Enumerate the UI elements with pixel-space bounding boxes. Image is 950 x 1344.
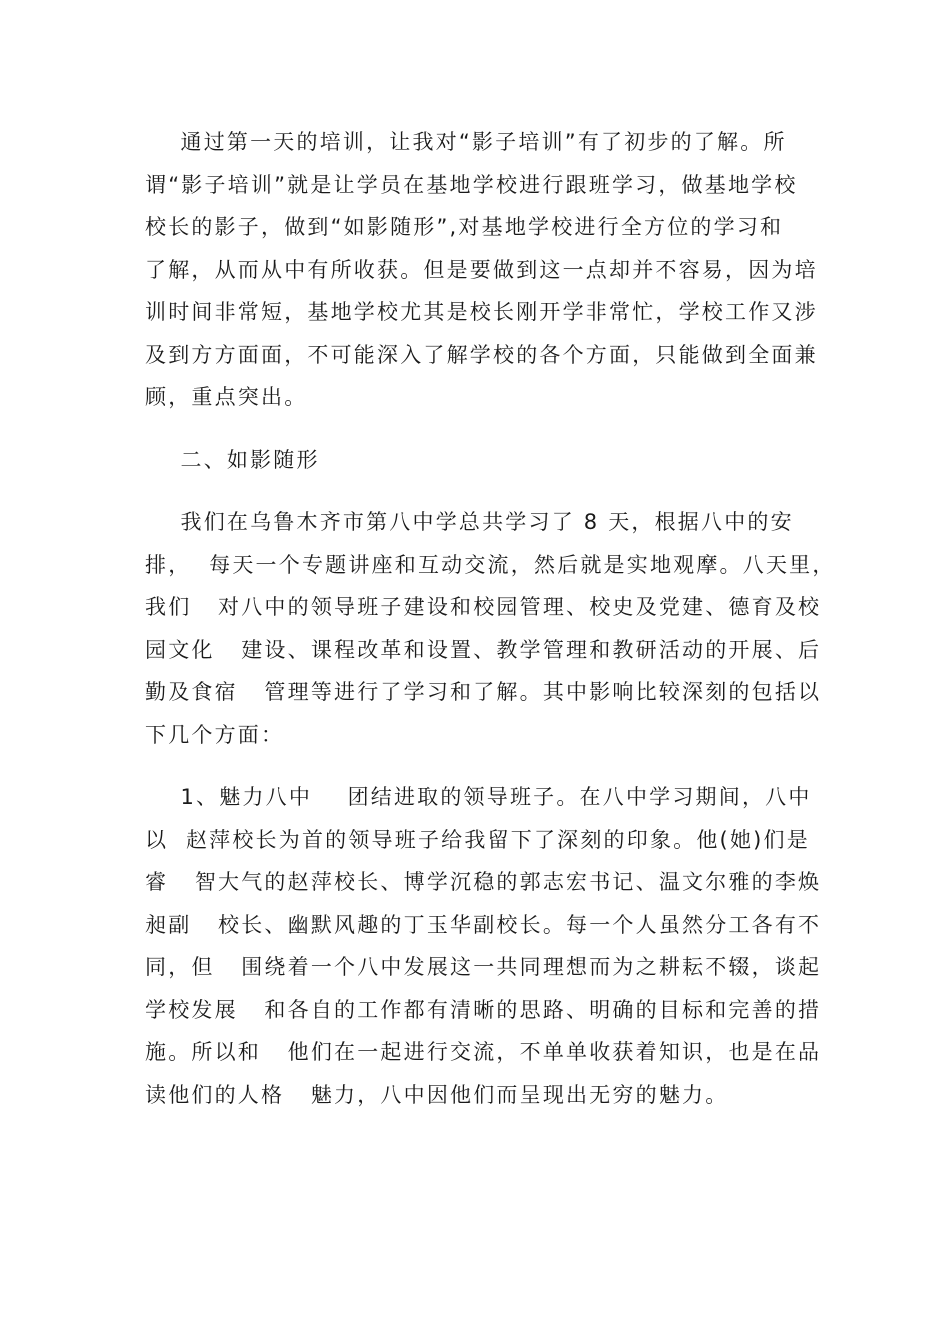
document-body	[145, 121, 836, 1116]
text-line: 学校发展 和各自的工作都有清晰的思路、明确的目标和完善的措	[145, 997, 822, 1022]
text-line: 1、魅力八中 团结进取的领导班子。在八中学习期间，八中	[145, 785, 812, 809]
text-line: 同，但 围绕着一个八中发展这一共同理想而为之耕耘不辍，谈起	[145, 955, 822, 979]
text-line: 以 赵萍校长为首的领导班子给我留下了深刻的印象。他(她)们是	[145, 827, 810, 852]
paragraph-study-overview	[145, 501, 836, 756]
text-line: 读他们的人格 魅力，八中因他们而呈现出无穷的魅力。	[145, 1082, 729, 1107]
text-line: 谓“影子培训”就是让学员在基地学校进行跟班学习，做基地学校	[145, 172, 798, 197]
text-line: 了解，从而从中有所收获。但是要做到这一点却并不容易，因为培	[145, 257, 818, 282]
paragraph-leadership	[145, 776, 822, 1116]
text-line: 勤及食宿 管理等进行了学习和了解。其中影响比较深刻的包括以	[145, 680, 822, 704]
text-line: 通过第一天的培训，让我对“影子培训”有了初步的了解。所	[145, 130, 787, 154]
text-line: 我们 对八中的领导班子建设和校园管理、校史及党建、德育及校	[145, 595, 822, 619]
text-line: 施。所以和 他们在一起进行交流，不单单收获着知识，也是在品	[145, 1040, 822, 1064]
text-line: 下几个方面：	[145, 722, 285, 747]
text-line: 园文化 建设、课程改革和设置、教学管理和教研活动的开展、后	[145, 637, 822, 662]
text-line: 训时间非常短，基地学校尤其是校长刚开学非常忙，学校工作又涉	[145, 300, 818, 324]
paragraph-gap	[145, 419, 805, 439]
text-line: 及到方方面面，不可能深入了解学校的各个方面，只能做到全面兼	[145, 342, 818, 367]
text-line: 昶副 校长、幽默风趣的丁玉华副校长。每一个人虽然分工各有不	[145, 912, 822, 937]
section-heading	[145, 439, 805, 482]
text-line: 排， 每天一个专题讲座和互动交流，然后就是实地观摩。八天里，	[145, 552, 836, 577]
text-line: 顾，重点突出。	[145, 385, 308, 409]
paragraph-gap	[145, 481, 805, 501]
text-line: 睿 智大气的赵萍校长、博学沉稳的郭志宏书记、温文尔雅的李焕	[145, 870, 822, 894]
text-line: 校长的影子，做到“如影随形”,对基地学校进行全方位的学习和	[145, 215, 784, 239]
paragraph-training-intro	[145, 121, 818, 419]
heading-line: 二、如影随形	[145, 447, 320, 472]
paragraph-gap	[145, 756, 805, 776]
text-line: 我们在乌鲁木齐市第八中学总共学习了 8 天，根据八中的安	[145, 510, 794, 534]
